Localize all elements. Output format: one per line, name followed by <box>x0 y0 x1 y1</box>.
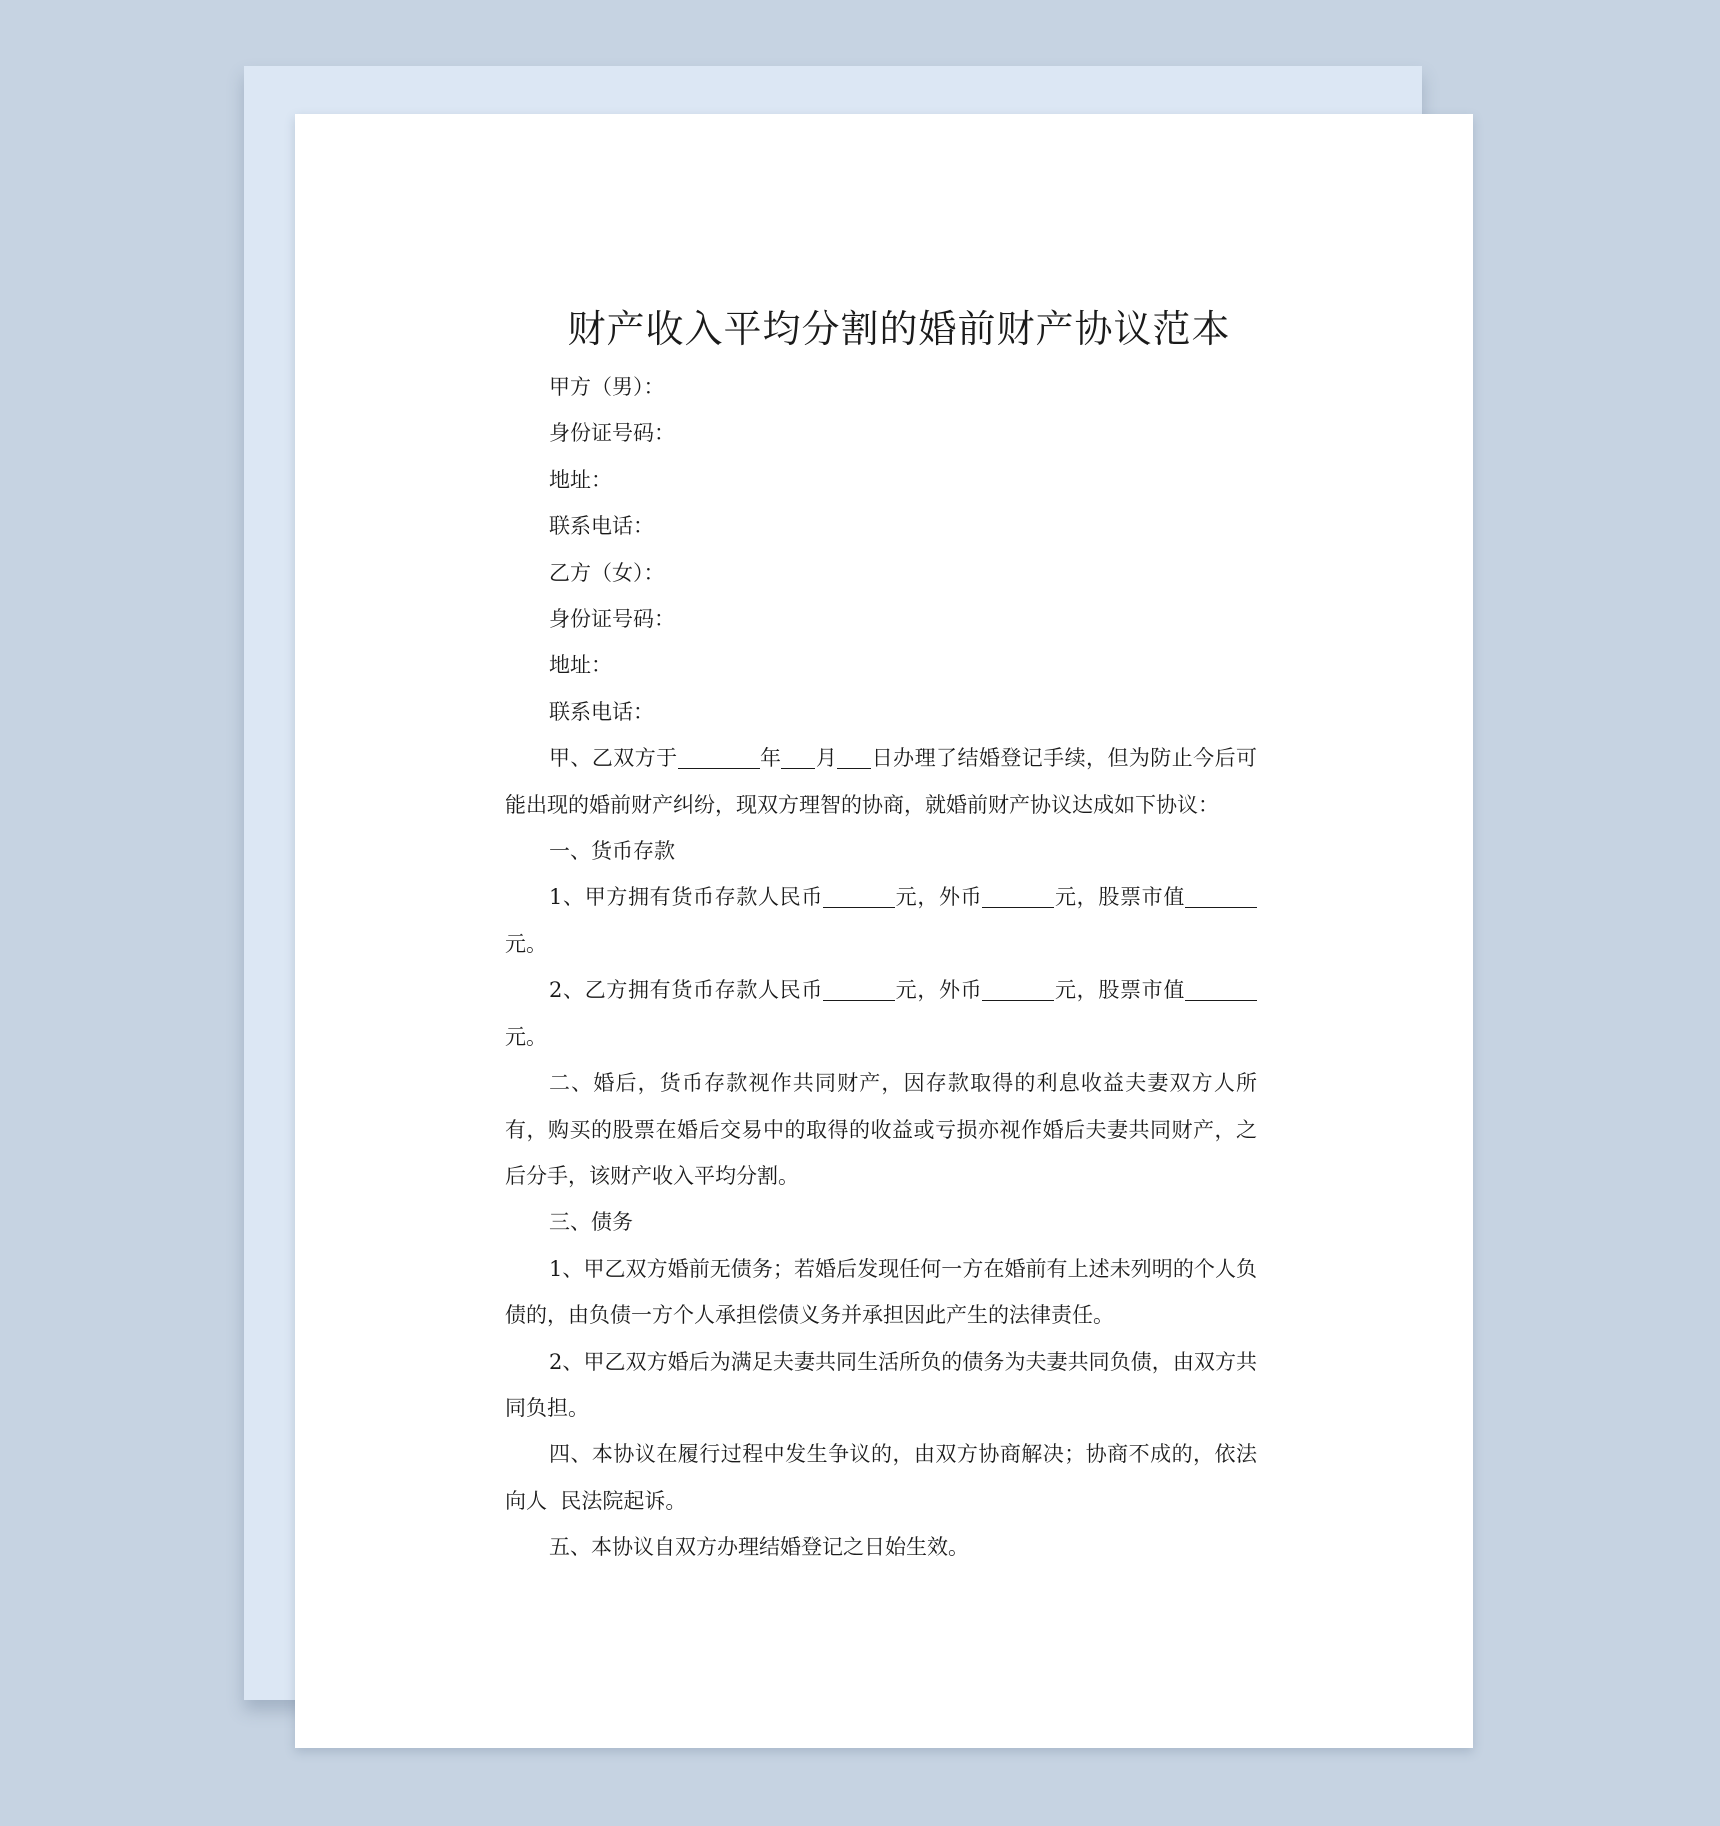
party-a-id-label: 身份证号码： <box>549 421 675 446</box>
party-a-address-label: 地址： <box>549 467 612 492</box>
item-2-text-4: 元。 <box>505 1024 547 1049</box>
item-1-text-1: 1、甲方拥有货币存款人民币 <box>549 885 824 910</box>
party-b-id-label: 身份证号码： <box>549 607 675 632</box>
party-a-phone-label: 联系电话： <box>549 514 654 539</box>
section-5-paragraph: 五、本协议自双方办理结婚登记之日始生效。 <box>549 1535 969 1560</box>
section-3-item-1: 1、甲乙双方婚前无债务；若婚后发现任何一方在婚前有上述未列明的个人负债的，由负债一方个人承担偿债义务并承担因此产生的法律责任。 <box>505 1256 1257 1328</box>
stock-value-blank <box>1185 978 1257 1001</box>
item-2-text-1: 2、乙方拥有货币存款人民币 <box>549 978 824 1003</box>
section-4-paragraph: 四、本协议在履行过程中发生争议的，由双方协商解决；协商不成的，依法向人 民法院起诉。 <box>505 1442 1257 1513</box>
year-blank <box>678 746 760 769</box>
item-1-text-3: 元，股票市值 <box>1054 885 1185 910</box>
intro-text-4: 日办理了结婚登记手续，但为防止今后可能出现的婚前财产纠纷，现双方理智的协商，就婚前财产协议达成如下协议： <box>505 746 1258 817</box>
item-1-text-4: 元。 <box>505 931 547 956</box>
section-1-item-1 <box>505 874 1257 967</box>
section-3-item-2: 2、甲乙双方婚后为满足夫妻共同生活所负的债务为夫妻共同负债，由双方共同负担。 <box>505 1349 1257 1420</box>
intro-text-2: 年 <box>759 746 782 771</box>
item-2-text-2: 元，外币 <box>895 978 983 1003</box>
rmb-blank <box>823 978 895 1001</box>
day-blank <box>837 746 871 769</box>
intro-text-3: 月 <box>815 746 838 771</box>
section-3-heading: 三、债务 <box>549 1210 633 1235</box>
party-b-address-label: 地址： <box>549 653 612 678</box>
foreign-currency-blank <box>982 885 1054 908</box>
intro-paragraph <box>505 735 1257 828</box>
item-1-text-2: 元，外币 <box>895 885 983 910</box>
stock-value-blank <box>1185 885 1257 908</box>
intro-text-1: 甲、乙双方于 <box>549 746 678 771</box>
party-a-heading: 甲方（男）： <box>549 375 665 399</box>
rmb-blank <box>823 885 895 908</box>
document-body <box>505 300 1257 1571</box>
section-1-heading: 一、货币存款 <box>549 839 675 864</box>
month-blank <box>781 746 815 769</box>
section-1-item-2 <box>505 967 1257 1060</box>
party-b-phone-label: 联系电话： <box>549 699 654 724</box>
document-title: 财产收入平均分割的婚前财产协议范本 <box>567 307 1231 351</box>
item-2-text-3: 元，股票市值 <box>1054 978 1185 1003</box>
foreign-currency-blank <box>982 978 1054 1001</box>
section-2-paragraph: 二、婚后，货币存款视作共同财产，因存款取得的利息收益夫妻双方人所有，购买的股票在婚后交易中的取得的收益或亏损亦视作婚后夫妻共同财产，之后分手，该财产收入平均分割。 <box>505 1071 1257 1188</box>
party-b-heading: 乙方（女）： <box>549 560 665 585</box>
